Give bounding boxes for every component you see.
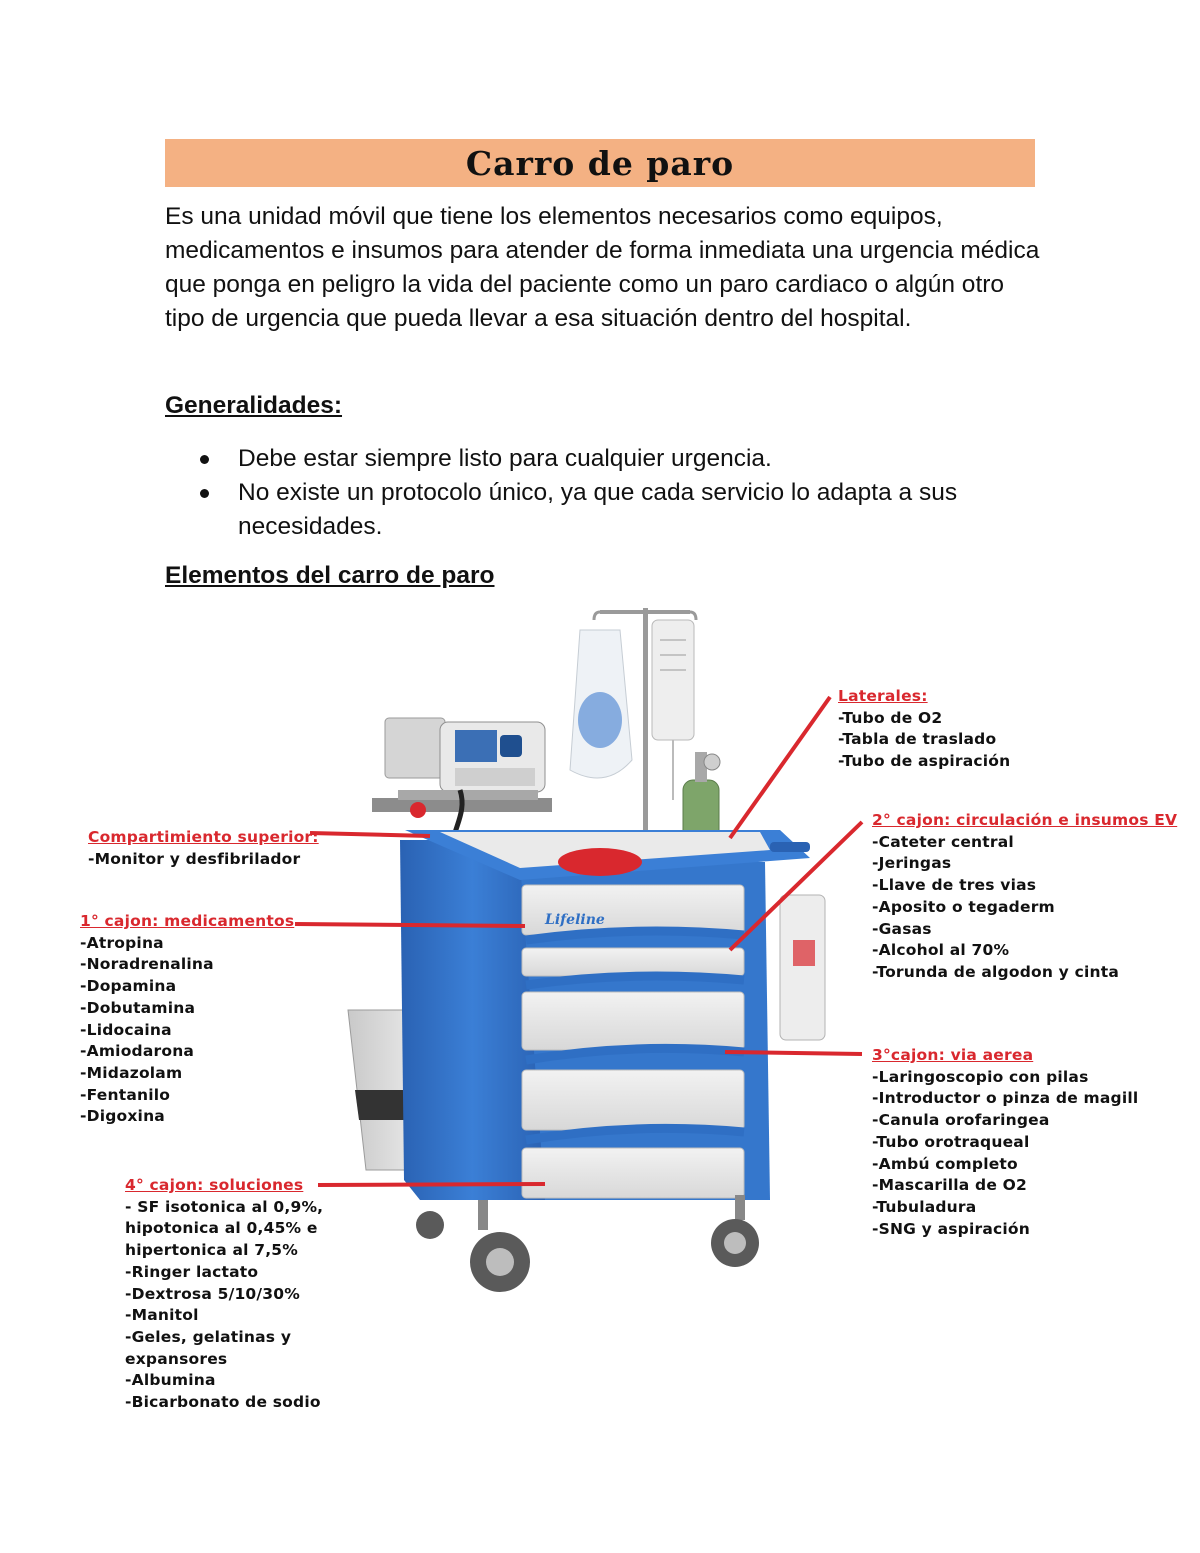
leader-cajon1 [295, 924, 525, 926]
elementos-heading: Elementos del carro de paro [165, 562, 495, 589]
leader-laterales [730, 697, 830, 838]
cart-wheels [416, 1195, 759, 1292]
callout-item: -Dobutamina [80, 998, 196, 1017]
callout-item: -Atropina [80, 933, 164, 952]
callout-item: -Ringer lactato [125, 1262, 259, 1281]
callout-item: -Lidocaina [80, 1020, 172, 1039]
callout-item: -Monitor y desfibrilador [88, 849, 301, 868]
generalidades-list [200, 442, 1050, 544]
callout-item: -Gasas [872, 919, 932, 938]
callout-cajon4 [125, 1175, 323, 1414]
callout-superior [88, 827, 319, 870]
drawer-3 [522, 992, 744, 1060]
callout-title: Laterales: [838, 687, 928, 705]
callout-item: -Tubo de O2 [838, 708, 943, 727]
leader-cajon3 [725, 1052, 862, 1054]
drawer-5 [522, 1148, 744, 1198]
callout-item: -Albumina [125, 1371, 216, 1390]
callout-item: -Tabla de traslado [838, 730, 997, 749]
callout-item: -Alcohol al 70% [872, 941, 1010, 960]
callout-item: expansores [125, 1349, 228, 1368]
bullet-icon [200, 455, 209, 464]
iv-bag [652, 620, 694, 800]
callout-item: hipotonica al 0,45% e [125, 1219, 318, 1238]
title-banner [165, 139, 1035, 187]
list-item: Debe estar siempre listo para cualquier urgencia. [200, 442, 1050, 476]
callout-title: 1° cajon: medicamentos [80, 912, 295, 930]
callout-item: -Dextrosa 5/10/30% [125, 1284, 300, 1303]
drawer-4 [522, 1070, 744, 1140]
callout-item: -Llave de tres vias [872, 876, 1037, 895]
callout-item: -Geles, gelatinas y [125, 1327, 292, 1346]
drawer-1 [522, 885, 744, 940]
callout-item: -Tubo orotraqueal [872, 1132, 1030, 1151]
callout-item: -Digoxina [80, 1107, 165, 1126]
callout-item: -Jeringas [872, 854, 952, 873]
callout-item: -Mascarilla de O2 [872, 1176, 1027, 1195]
callout-cajon1 [80, 911, 294, 1128]
callout-item: -Aposito o tegaderm [872, 897, 1055, 916]
callout-laterales [838, 686, 1010, 773]
callout-item: -Tubuladura [872, 1197, 977, 1216]
callout-item: -Amiodarona [80, 1042, 195, 1061]
callout-item: -Introductor o pinza de magill [872, 1089, 1139, 1108]
mask-bag [570, 630, 632, 778]
intro-paragraph: Es una unidad móvil que tiene los elementos necesarios como equipos, medicamentos e insumos para atender de forma inmediata una urgencia médica que ponga en peligro la vida del paciente como un paro cardiaco o algún otro tipo de urgencia que pueda llevar a esa situación dentro del hospital. [165, 203, 1040, 332]
callout-item: -Ambú completo [872, 1154, 1018, 1173]
callout-title: 2° cajon: circulación e insumos EV [872, 811, 1178, 829]
callout-item: -Manitol [125, 1306, 199, 1325]
callout-item: -Fentanilo [80, 1085, 171, 1104]
callout-title: 4° cajon: soluciones [125, 1176, 304, 1194]
callout-item: -Dopamina [80, 977, 177, 996]
oxygen-cylinder [683, 752, 720, 842]
callout-item: -Midazolam [80, 1063, 183, 1082]
drawer-2 [522, 948, 744, 985]
callout-item: -SNG y aspiración [872, 1219, 1030, 1238]
callout-item: - SF isotonica al 0,9%, [125, 1197, 324, 1216]
callout-item: hipertonica al 7,5% [125, 1241, 299, 1260]
generalidades-heading: Generalidades: [165, 392, 343, 419]
callout-item: -Noradrenalina [80, 955, 214, 974]
callout-item: -Torunda de algodon y cinta [872, 962, 1119, 981]
callout-cajon2 [872, 810, 1177, 984]
callout-item: -Laringoscopio con pilas [872, 1067, 1089, 1086]
callout-title: Compartimiento superior: [88, 828, 319, 846]
list-item: No existe un protocolo único, ya que cada servicio lo adapta a sus necesidades. [200, 476, 1050, 544]
leader-superior [310, 833, 430, 836]
callout-cajon3 [872, 1045, 1138, 1240]
callout-title: 3°cajon: via aerea [872, 1046, 1034, 1064]
callout-item: -Canula orofaringea [872, 1111, 1050, 1130]
page-title: Carro de paro [465, 143, 735, 183]
bullet-icon [200, 489, 209, 498]
leader-cajon4 [318, 1184, 545, 1185]
cart-brand-label: Lifeline [545, 912, 605, 928]
cart-drawers [522, 885, 744, 1198]
callout-item: -Bicarbonato de sodio [125, 1393, 321, 1412]
callout-item: -Cateter central [872, 832, 1014, 851]
callout-item: -Tubo de aspiración [838, 752, 1011, 771]
